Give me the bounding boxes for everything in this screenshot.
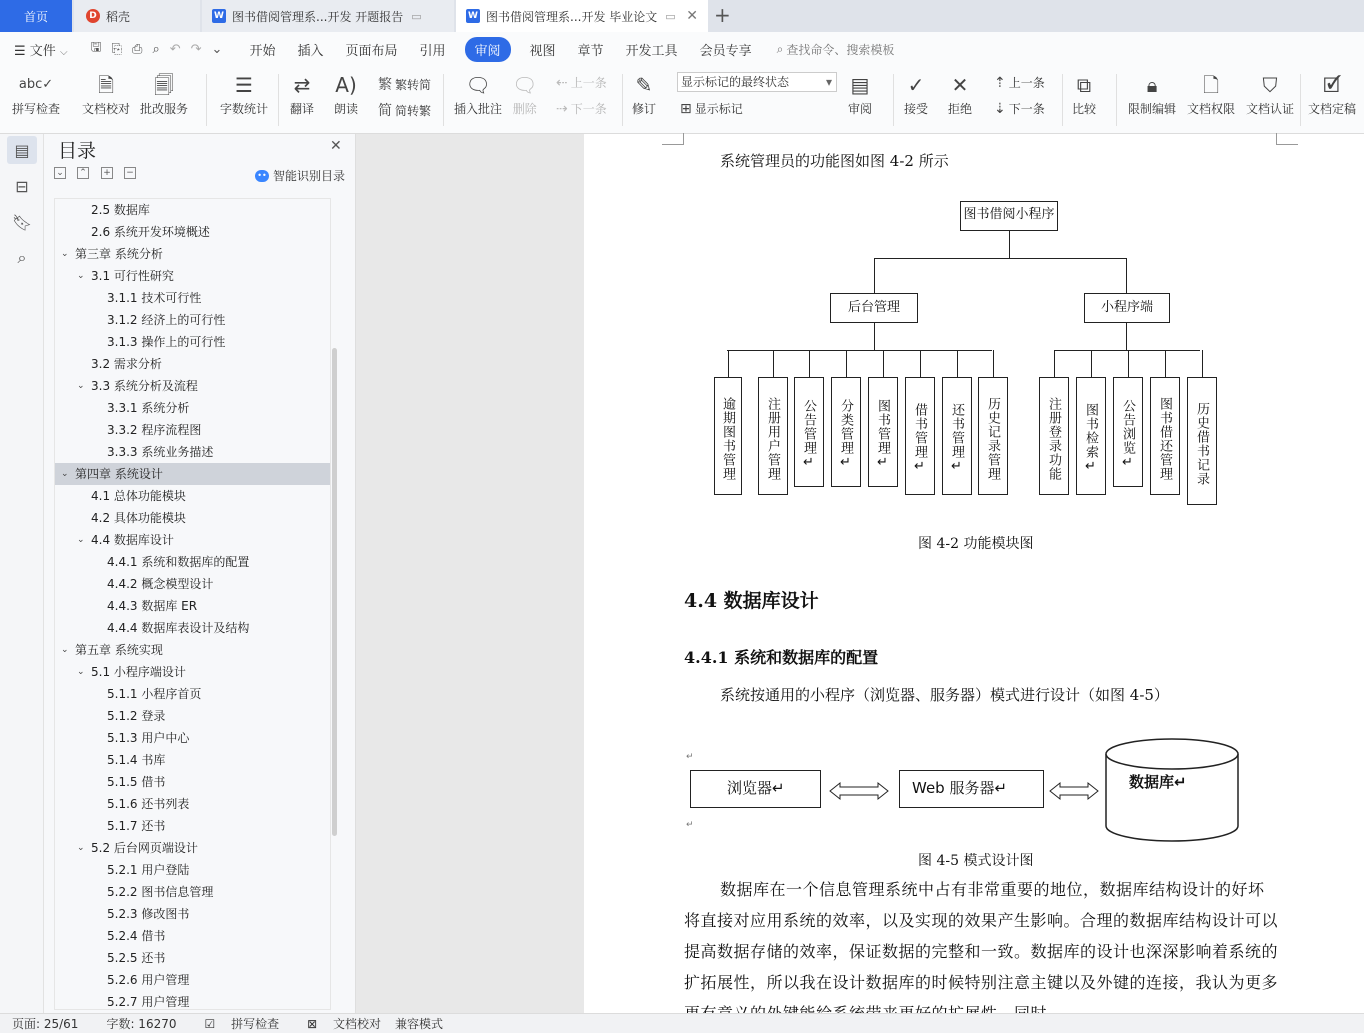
toc-item-label: 3.1.3 操作上的可行性 bbox=[107, 335, 226, 349]
toc-item[interactable] bbox=[55, 243, 330, 265]
toc-item-label: 5.1 小程序端设计 bbox=[91, 665, 186, 679]
paragraph-database: 数据库在一个信息管理系统中占有非常重要的地位，数据库结构设计的好坏将直接对应用系统的效率，以及实现的效果产生影响。合理的数据库结构设计可以提高数据存储的效率，保证数据的完整和一致。数据库的设计也深深影响着系统的扩拓展性，所以我在设计数据库的时候特别注意主键以及外键的连接，我认为更多 bbox=[684, 880, 1279, 992]
collapse-up-icon[interactable]: ⌃ bbox=[77, 167, 89, 179]
toc-item-label: 第五章 系统实现 bbox=[75, 643, 163, 657]
insert-comment-button[interactable] bbox=[454, 70, 502, 117]
accept-label: 接受 bbox=[904, 102, 929, 116]
toc-panel-icon[interactable]: ▤ bbox=[7, 136, 37, 164]
toc-item-label: 5.2 后台网页端设计 bbox=[91, 841, 198, 855]
toc-item-label: 3.1.1 技术可行性 bbox=[107, 291, 202, 305]
menu-row bbox=[0, 32, 1364, 66]
show-markup-button[interactable] bbox=[680, 100, 743, 117]
proofread-icon: 🗎 bbox=[97, 73, 115, 97]
annotate-service-icon: 🗐 bbox=[154, 73, 174, 97]
review-pane-icon: ▤ bbox=[850, 73, 870, 97]
toc-item-label: 3.3 系统分析及流程 bbox=[91, 379, 198, 393]
toc-item[interactable] bbox=[55, 683, 330, 705]
command-search-placeholder: 查找命令、搜索模板 bbox=[786, 42, 895, 57]
word-doc-icon: W bbox=[466, 9, 480, 23]
menu-devtools[interactable]: 开发工具 bbox=[625, 43, 678, 59]
prev-comment-button[interactable] bbox=[556, 74, 607, 91]
double-arrow-icon bbox=[828, 781, 890, 801]
next-comment-label: 下一条 bbox=[570, 102, 607, 116]
proofread-button[interactable] bbox=[82, 70, 130, 117]
toc-item[interactable] bbox=[55, 969, 330, 991]
daoke-icon: D bbox=[86, 9, 100, 23]
menu-start[interactable]: 开始 bbox=[249, 43, 276, 59]
quick-access bbox=[79, 38, 233, 60]
chevron-down-icon[interactable]: ⌄ bbox=[77, 381, 85, 391]
toc-panel bbox=[44, 134, 356, 1013]
toc-scrollbar[interactable] bbox=[332, 348, 337, 836]
chevron-down-icon[interactable]: ⌄ bbox=[77, 843, 85, 853]
toc-item-label: 3.1 可行性研究 bbox=[91, 269, 174, 283]
toc-item-label: 第三章 系统分析 bbox=[75, 247, 163, 261]
review-ribbon bbox=[0, 66, 1364, 134]
read-aloud-icon: A) bbox=[335, 73, 357, 97]
page-indicator[interactable]: 页面: 25/61 bbox=[12, 1017, 79, 1031]
lock-icon: 🔒︎ bbox=[1146, 73, 1158, 97]
page-corner-mark bbox=[662, 133, 684, 145]
proofread-label: 文档校对 bbox=[82, 102, 131, 116]
toc-item-label: 3.1.2 经济上的可行性 bbox=[107, 313, 226, 327]
smart-toc-button[interactable] bbox=[255, 167, 345, 184]
backend-node: 后台管理 bbox=[830, 293, 918, 323]
toc-item[interactable] bbox=[55, 309, 330, 331]
revise-label: 修订 bbox=[632, 102, 657, 116]
delete-comment-label: 删除 bbox=[512, 102, 537, 116]
toc-item[interactable] bbox=[55, 837, 330, 859]
toc-title: 目录 bbox=[58, 140, 97, 162]
anchor-mark: ↵ bbox=[686, 820, 694, 830]
finalize-icon: 🗹 bbox=[1323, 73, 1341, 97]
monitor-icon: ▭ bbox=[411, 9, 422, 23]
toc-item-label: 5.1.4 书库 bbox=[107, 753, 166, 767]
figure-caption-4-5: 图 4-5 模式设计图 bbox=[918, 853, 1034, 869]
toc-item-label: 5.2.6 用户管理 bbox=[107, 973, 190, 987]
collapse-down-icon[interactable]: ⌄ bbox=[54, 167, 66, 179]
redo-icon[interactable]: ↷ bbox=[190, 41, 202, 57]
revise-button[interactable] bbox=[632, 70, 656, 117]
backend-leaf-node: 借书管理↵ bbox=[905, 377, 935, 495]
toc-item[interactable] bbox=[55, 793, 330, 815]
toc-item-label: 4.1 总体功能模块 bbox=[91, 489, 186, 503]
tab-doc-proposal[interactable] bbox=[202, 0, 454, 32]
trad-to-simp-button[interactable] bbox=[378, 74, 431, 94]
toc-item[interactable] bbox=[55, 947, 330, 969]
word-count-button[interactable] bbox=[220, 70, 268, 117]
intro-text: 系统管理员的功能图如图 4-2 所示 bbox=[720, 152, 949, 170]
doc-permission-button[interactable] bbox=[1187, 70, 1235, 117]
translate-icon: ⇄ bbox=[293, 73, 311, 97]
toc-item[interactable] bbox=[55, 221, 330, 243]
paragraph-config: 系统按通用的小程序（浏览器、服务器）模式进行设计（如图 4-5） bbox=[720, 686, 1169, 704]
tab-home[interactable] bbox=[0, 0, 72, 32]
undo-icon[interactable]: ↶ bbox=[169, 41, 181, 57]
monitor-icon: ▭ bbox=[665, 9, 676, 23]
status-proof-label: 文档校对 bbox=[333, 1017, 382, 1031]
chevron-down-icon[interactable]: ⌄ bbox=[77, 271, 85, 281]
side-icon-bar bbox=[0, 134, 44, 1013]
tab-doc-thesis[interactable] bbox=[456, 0, 708, 32]
toc-item-label: 5.1.6 还书列表 bbox=[107, 797, 190, 811]
toc-item-label: 5.2.1 用户登陆 bbox=[107, 863, 190, 877]
toc-item[interactable] bbox=[55, 485, 330, 507]
toc-item[interactable] bbox=[55, 639, 330, 661]
toc-item[interactable] bbox=[55, 991, 330, 1013]
toc-item-label: 3.2 需求分析 bbox=[91, 357, 162, 371]
toc-item-label: 4.4.1 系统和数据库的配置 bbox=[107, 555, 250, 569]
browser-node: 浏览器↵ bbox=[690, 770, 821, 808]
backend-leaf-node: 图书管理↵ bbox=[868, 377, 898, 487]
collapse-icon[interactable]: − bbox=[124, 167, 136, 179]
toc-item[interactable] bbox=[55, 925, 330, 947]
next-change-button[interactable] bbox=[994, 100, 1045, 117]
miniapp-leaf-node: 历史借书记录 bbox=[1187, 377, 1217, 505]
doc-permission-label: 文档权限 bbox=[1187, 102, 1236, 116]
word-doc-icon: W bbox=[212, 9, 226, 23]
simp-to-trad-button[interactable] bbox=[378, 100, 431, 120]
status-spell-label: 拼写检查 bbox=[231, 1017, 280, 1031]
backend-leaf-node: 历史记录管理 bbox=[978, 377, 1008, 495]
markup-state-select[interactable]: 显示标记的最终状态 ▾ bbox=[677, 72, 837, 92]
chevron-down-icon[interactable]: ⌄ bbox=[61, 469, 69, 479]
prev-change-button[interactable] bbox=[994, 74, 1045, 91]
menu-reference[interactable]: 引用 bbox=[419, 43, 446, 59]
spell-check-button[interactable] bbox=[12, 70, 60, 117]
menu-chapter[interactable]: 章节 bbox=[577, 43, 604, 59]
miniapp-leaf-node: 图书检索↵ bbox=[1076, 377, 1106, 495]
compare-icon: ⧉ bbox=[1076, 73, 1092, 97]
page-corner-mark bbox=[1276, 133, 1298, 145]
toc-item[interactable] bbox=[55, 375, 330, 397]
toc-item[interactable] bbox=[55, 705, 330, 727]
backend-leaf-node: 还书管理↵ bbox=[942, 377, 972, 495]
chevron-down-icon[interactable]: ⌄ bbox=[77, 667, 85, 677]
toc-item[interactable] bbox=[55, 507, 330, 529]
translate-button[interactable] bbox=[290, 70, 314, 117]
read-aloud-button[interactable] bbox=[334, 70, 358, 117]
toc-item-label: 4.4.4 数据库表设计及结构 bbox=[107, 621, 250, 635]
proof-icon: ⊠ bbox=[307, 1017, 318, 1031]
comment-add-icon: 🗨 bbox=[465, 73, 491, 97]
toc-item-label: 4.4.3 数据库 ER bbox=[107, 599, 198, 613]
prev-comment-icon: ⇠ bbox=[556, 74, 568, 91]
toc-item[interactable] bbox=[55, 529, 330, 551]
toc-item-label: 5.2.2 图书信息管理 bbox=[107, 885, 214, 899]
menu-insert[interactable]: 插入 bbox=[297, 43, 324, 59]
toc-item[interactable] bbox=[55, 287, 330, 309]
double-arrow-icon bbox=[1048, 781, 1100, 801]
smart-toc-label: 智能识别目录 bbox=[273, 169, 346, 183]
print-icon[interactable]: ⎙ bbox=[132, 41, 143, 57]
toc-item-label: 第四章 系统设计 bbox=[75, 467, 163, 481]
toc-item-label: 5.1.2 登录 bbox=[107, 709, 166, 723]
toc-item-label: 5.1.7 还书 bbox=[107, 819, 166, 833]
toc-item[interactable] bbox=[55, 617, 330, 639]
toc-item-label: 3.3.3 系统业务描述 bbox=[107, 445, 214, 459]
word-count-indicator[interactable]: 字数: 16270 bbox=[106, 1017, 177, 1031]
chevron-down-icon: ⌵ bbox=[59, 46, 68, 58]
heading-4-4-1: 4.4.1 系统和数据库的配置 bbox=[684, 648, 879, 667]
spell-check-label: 拼写检查 bbox=[12, 102, 61, 116]
expand-icon[interactable]: + bbox=[101, 167, 113, 179]
figure-caption-4-2: 图 4-2 功能模块图 bbox=[918, 536, 1034, 552]
toc-item-label: 5.2.5 还书 bbox=[107, 951, 166, 965]
tab-doc-thesis-label: 图书借阅管理系...开发 毕业论文 bbox=[486, 9, 658, 24]
prev-change-icon: ⇡ bbox=[994, 74, 1006, 91]
next-change-label: 下一条 bbox=[1008, 102, 1045, 116]
translate-label: 翻译 bbox=[290, 102, 315, 116]
tab-daoke-label: 稻壳 bbox=[106, 9, 131, 24]
toc-item[interactable] bbox=[55, 815, 330, 837]
root-node: 图书借阅小程序 bbox=[960, 201, 1058, 231]
new-tab-icon[interactable]: + bbox=[714, 3, 731, 27]
compare-label: 比较 bbox=[1072, 102, 1097, 116]
toc-item[interactable] bbox=[55, 331, 330, 353]
toc-item[interactable] bbox=[55, 881, 330, 903]
next-change-icon: ⇣ bbox=[994, 100, 1006, 117]
toc-item[interactable] bbox=[55, 463, 330, 485]
menu-view[interactable]: 视图 bbox=[529, 43, 556, 59]
toc-item[interactable] bbox=[55, 903, 330, 925]
read-aloud-label: 朗读 bbox=[334, 102, 359, 116]
miniapp-leaf-node: 注册登录功能 bbox=[1039, 377, 1069, 495]
toc-item[interactable] bbox=[55, 199, 330, 221]
chevron-down-icon[interactable]: ⌄ bbox=[61, 249, 69, 259]
menu-member[interactable]: 会员专享 bbox=[699, 43, 752, 59]
spell-check-icon: abc✓ bbox=[18, 77, 54, 92]
more-icon[interactable]: ⌄ bbox=[211, 41, 223, 57]
delete-comment-button[interactable] bbox=[512, 70, 537, 117]
backend-leaf-node: 逾期图书管理 bbox=[714, 377, 742, 495]
hamburger-icon: ☰ bbox=[14, 43, 26, 59]
reject-icon: ✕ bbox=[951, 73, 969, 97]
menu-items bbox=[238, 37, 762, 62]
nav-pane-icon[interactable]: ⊟ bbox=[15, 176, 29, 196]
toc-item[interactable] bbox=[55, 595, 330, 617]
doc-cert-button[interactable] bbox=[1246, 70, 1294, 117]
toc-item-label: 2.6 系统开发环境概述 bbox=[91, 225, 210, 239]
doc-permission-icon: 🗋 bbox=[1202, 73, 1220, 97]
tab-bar bbox=[0, 0, 1364, 32]
insert-comment-label: 插入批注 bbox=[454, 102, 503, 116]
next-comment-icon: ⇢ bbox=[556, 100, 568, 117]
search-icon: ⌕ bbox=[776, 41, 784, 56]
prev-comment-label: 上一条 bbox=[570, 76, 607, 90]
next-comment-button[interactable] bbox=[556, 100, 607, 117]
anchor-mark: ↵ bbox=[686, 752, 694, 762]
toc-item[interactable] bbox=[55, 441, 330, 463]
menu-review[interactable]: 审阅 bbox=[465, 37, 511, 62]
word-count-icon: ☰ bbox=[235, 73, 253, 97]
toc-item[interactable] bbox=[55, 771, 330, 793]
status-spell-check[interactable] bbox=[193, 1015, 280, 1032]
status-proofread[interactable] bbox=[295, 1015, 381, 1032]
doc-cert-label: 文档认证 bbox=[1246, 102, 1295, 116]
checkbox-icon: ☑ bbox=[204, 1017, 216, 1031]
annotate-service-label: 批改服务 bbox=[140, 102, 189, 116]
heading-4-4: 4.4 数据库设计 bbox=[684, 590, 819, 612]
show-markup-icon: ⊞ bbox=[680, 100, 692, 117]
toc-item-label: 5.2.7 用户管理 bbox=[107, 995, 190, 1009]
prev-change-label: 上一条 bbox=[1008, 76, 1045, 90]
revise-icon: ✎ bbox=[635, 73, 653, 97]
review-pane-button[interactable] bbox=[848, 70, 872, 117]
toc-item[interactable] bbox=[55, 419, 330, 441]
print-preview-icon[interactable]: ⌕ bbox=[152, 41, 160, 57]
restrict-edit-label: 限制编辑 bbox=[1128, 102, 1177, 116]
file-menu-label: 文件 bbox=[29, 43, 56, 59]
miniapp-leaf-node: 公告浏览↵ bbox=[1113, 377, 1143, 487]
database-label: 数据库↵ bbox=[1129, 773, 1187, 791]
accept-icon: ✓ bbox=[907, 73, 925, 97]
toc-item[interactable] bbox=[55, 749, 330, 771]
command-search[interactable] bbox=[777, 41, 895, 58]
toc-item-label: 3.3.2 程序流程图 bbox=[107, 423, 202, 437]
restrict-edit-button[interactable] bbox=[1128, 70, 1176, 117]
comment-delete-icon: 🗨 bbox=[512, 73, 538, 97]
toc-item[interactable] bbox=[55, 551, 330, 573]
toc-item-label: 5.1.1 小程序首页 bbox=[107, 687, 202, 701]
trad-to-simp-icon: 繁 bbox=[378, 77, 392, 93]
toc-item-label: 4.4 数据库设计 bbox=[91, 533, 174, 547]
toc-item[interactable] bbox=[55, 661, 330, 683]
accept-button[interactable] bbox=[904, 70, 928, 117]
miniapp-leaf-node: 图书借还管理 bbox=[1150, 377, 1180, 495]
search-icon[interactable]: ⌕ bbox=[17, 248, 27, 267]
save-icon[interactable]: 🖫 bbox=[90, 40, 102, 55]
smart-toc-icon: •• bbox=[255, 170, 269, 182]
doc-finalize-button[interactable] bbox=[1308, 70, 1356, 117]
show-markup-label: 显示标记 bbox=[694, 102, 743, 116]
file-menu[interactable] bbox=[0, 40, 79, 59]
backend-leaf-node: 分类管理↵ bbox=[831, 377, 861, 487]
close-icon[interactable]: ✕ bbox=[330, 138, 342, 154]
toc-item-label: 2.5 数据库 bbox=[91, 203, 150, 217]
toc-item[interactable] bbox=[55, 727, 330, 749]
simp-to-trad-label: 简转繁 bbox=[395, 103, 432, 118]
miniapp-node: 小程序端 bbox=[1084, 293, 1170, 323]
shield-icon: ⛉ bbox=[1262, 73, 1278, 97]
toc-item-label: 3.3.1 系统分析 bbox=[107, 401, 190, 415]
document-area bbox=[356, 134, 1364, 1013]
word-count-label: 字数统计 bbox=[220, 102, 269, 116]
toc-item-label: 5.2.4 借书 bbox=[107, 929, 166, 943]
toc-item[interactable] bbox=[55, 353, 330, 375]
trad-to-simp-label: 繁转简 bbox=[395, 77, 432, 92]
toc-item[interactable] bbox=[55, 859, 330, 881]
compare-button[interactable] bbox=[1072, 70, 1096, 117]
toc-item[interactable] bbox=[55, 573, 330, 595]
toc-item-label: 4.2 具体功能模块 bbox=[91, 511, 186, 525]
toc-item-label: 4.4.2 概念模型设计 bbox=[107, 577, 214, 591]
toc-item-label: 5.1.3 用户中心 bbox=[107, 731, 190, 745]
backend-leaf-node: 公告管理↵ bbox=[794, 377, 824, 487]
bookmark-icon[interactable]: 🔖︎ bbox=[11, 212, 33, 232]
backend-leaf-node: 注册用户管理 bbox=[758, 377, 788, 495]
toc-item-label: 5.1.5 借书 bbox=[107, 775, 166, 789]
chevron-down-icon[interactable]: ⌄ bbox=[61, 645, 69, 655]
toc-item-label: 5.2.3 修改图书 bbox=[107, 907, 190, 921]
close-tab-icon[interactable]: ✕ bbox=[686, 8, 698, 24]
toc-list bbox=[54, 198, 331, 1010]
reject-label: 拒绝 bbox=[948, 102, 973, 116]
simp-to-trad-icon: 简 bbox=[378, 103, 392, 119]
tab-doc-proposal-label: 图书借阅管理系...开发 开题报告 bbox=[232, 9, 404, 24]
reject-button[interactable] bbox=[948, 70, 972, 117]
export-icon[interactable]: ⎘ bbox=[111, 41, 123, 57]
status-bar bbox=[0, 1013, 1364, 1033]
web-server-node: Web 服务器↵ bbox=[899, 770, 1044, 808]
annotate-service-button[interactable] bbox=[140, 70, 188, 117]
toc-item[interactable] bbox=[55, 397, 330, 419]
tab-home-label: 首页 bbox=[23, 9, 48, 24]
doc-finalize-label: 文档定稿 bbox=[1308, 102, 1357, 116]
tab-daoke[interactable] bbox=[74, 0, 200, 32]
chevron-down-icon[interactable]: ⌄ bbox=[77, 535, 85, 545]
toc-item[interactable] bbox=[55, 265, 330, 287]
compat-mode: 兼容模式 bbox=[395, 1017, 444, 1031]
review-pane-label: 审阅 bbox=[848, 102, 873, 116]
menu-layout[interactable]: 页面布局 bbox=[345, 43, 398, 59]
document-page[interactable] bbox=[584, 134, 1364, 1013]
